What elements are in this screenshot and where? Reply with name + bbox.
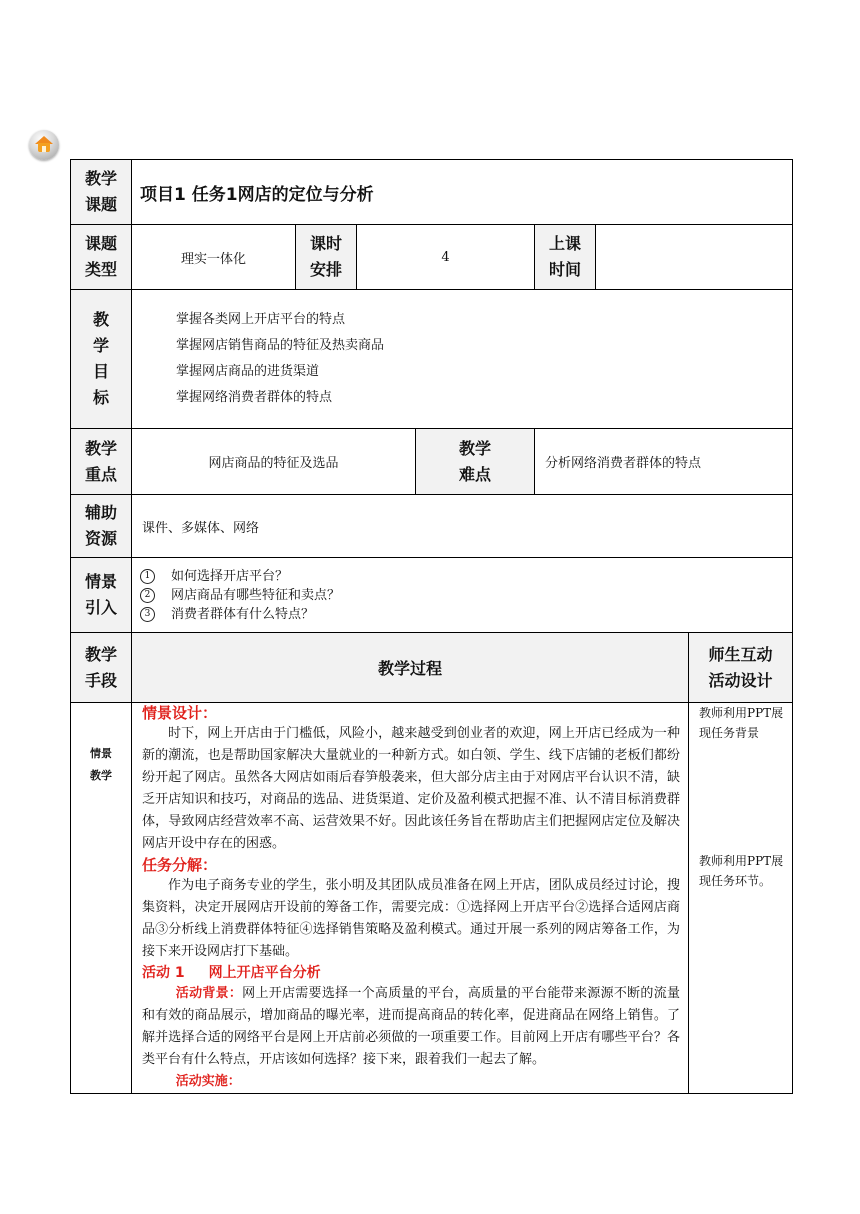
task-heading: 任务分解： <box>142 856 218 874</box>
process-content <box>132 703 689 1094</box>
key-value: 网店商品的特征及选品 <box>132 429 416 495</box>
scene-text: 时下，网上开店由于门槛低，风险小，越来越受到创业者的欢迎，网上开店已经成为一种新的潮流，也是帮助国家解决大量就业的一种新方式。如白领、学生、线下店铺的老板们都纷纷开起了网店。虽然各大网店如雨后春笋般袭来，但大部分店主由于对网店平台认识不清，缺乏开店知识和技巧，对商品的选品、进货渠道、定价及盈利模式把握不准、认不清目标消费群体，导致网店经营效率不高、运营效果不好。因此该任务旨在帮助店主们把握网店定位及解决网店开设中存在的困惑。 <box>142 726 680 851</box>
item-number: 2 <box>140 588 155 603</box>
intro-item-text: 网店商品有哪些特征和卖点？ <box>171 587 341 603</box>
intro-label <box>71 558 132 633</box>
means-label-text: 教学 手段 <box>84 644 117 690</box>
resource-value: 课件、多媒体、网络 <box>132 495 793 558</box>
topic-label-text: 教学 课题 <box>84 169 117 214</box>
item-number: 3 <box>140 607 155 622</box>
time-value <box>596 225 793 290</box>
goal-item: 掌握各类网上开店平台的特点 <box>176 312 346 327</box>
intro-item <box>140 586 792 605</box>
intro-item <box>140 567 792 586</box>
topic-label <box>71 160 132 225</box>
topic-value: 项目1 任务1网店的定位与分析 <box>132 160 793 225</box>
interaction-notes <box>689 703 793 1094</box>
process-label: 教学过程 <box>132 633 689 703</box>
resource-label <box>71 495 132 558</box>
interaction-note: 教师利用PPT展现任务背景 <box>699 706 784 740</box>
interaction-label <box>689 633 793 703</box>
goals-label-char: 教 <box>92 310 109 329</box>
interaction-label-text: 师生互动 活动设计 <box>708 644 773 690</box>
goals-label <box>71 290 132 429</box>
type-label-text: 课题 类型 <box>84 234 117 279</box>
intro-label-text: 情景 引入 <box>84 572 117 617</box>
goals-list <box>132 290 793 429</box>
time-label <box>535 225 596 290</box>
goals-label-char: 目 <box>92 362 109 381</box>
implementation-paragraph <box>142 1071 680 1093</box>
hours-label <box>296 225 357 290</box>
intro-item <box>140 605 792 624</box>
key-label <box>71 429 132 495</box>
difficulty-value: 分析网络消费者群体的特点 <box>535 429 793 495</box>
intro-item-text: 消费者群体有什么特点？ <box>171 606 315 622</box>
lesson-plan-table <box>70 159 793 1094</box>
time-label-text: 上课 时间 <box>548 234 581 279</box>
activity-title <box>142 963 680 983</box>
goal-item: 掌握网店商品的进货渠道 <box>176 364 320 379</box>
means-label <box>71 633 132 703</box>
background-paragraph <box>142 983 680 1071</box>
goals-label-char: 标 <box>92 388 109 407</box>
type-value: 理实一体化 <box>132 225 296 290</box>
scene-teaching-label <box>71 703 132 1094</box>
goal-item: 掌握网络消费者群体的特点 <box>176 390 333 405</box>
background-text: 网上开店需要选择一个高质量的平台，高质量的平台能带来源源不断的流量和有效的商品展示，增加商品的曝光率，进而提高商品的转化率，促进商品在网络上销售。了解并选择合适的网络平台是网上开店前必须做的一项重要工作。目前网上开店有哪些平台？各类平台有什么特点，开店该如何选择？接下来，跟着我们一起去了解。 <box>142 986 680 1067</box>
goal-item: 掌握网店销售商品的特征及热卖商品 <box>176 338 385 353</box>
difficulty-label <box>416 429 535 495</box>
implementation-label: 活动实施： <box>175 1074 241 1089</box>
type-label <box>71 225 132 290</box>
difficulty-label-text: 教学 难点 <box>458 438 491 484</box>
scene-heading: 情景设计： <box>142 704 218 722</box>
activity-name: 网上开店平台分析 <box>208 965 321 981</box>
key-label-text: 教学 重点 <box>84 438 117 484</box>
intro-item-text: 如何选择开店平台？ <box>171 568 289 584</box>
task-text: 作为电子商务专业的学生，张小明及其团队成员准备在网上开店，团队成员经过讨论，搜集资料，决定开展网店开设前的筹备工作，需要完成：①选择网上开店平台②选择合适网店商品③分析线上消费群体特征④选择销售策略及盈利模式。通过开展一系列的网店筹备工作，为接下来开设网店打下基础。 <box>142 878 680 959</box>
goals-label-char: 学 <box>92 336 109 355</box>
resource-label-text: 辅助 资源 <box>84 503 117 548</box>
hours-label-text: 课时 安排 <box>309 234 342 279</box>
item-number: 1 <box>140 569 155 584</box>
hours-value: 4 <box>357 225 535 290</box>
activity-number: 活动 1 <box>142 965 185 981</box>
background-label: 活动背景： <box>175 986 243 1001</box>
scene-teaching-label-text: 情景 教学 <box>90 747 112 782</box>
intro-list <box>132 558 793 633</box>
interaction-note: 教师利用PPT展现任务环节。 <box>699 854 784 888</box>
home-icon[interactable] <box>29 130 59 160</box>
